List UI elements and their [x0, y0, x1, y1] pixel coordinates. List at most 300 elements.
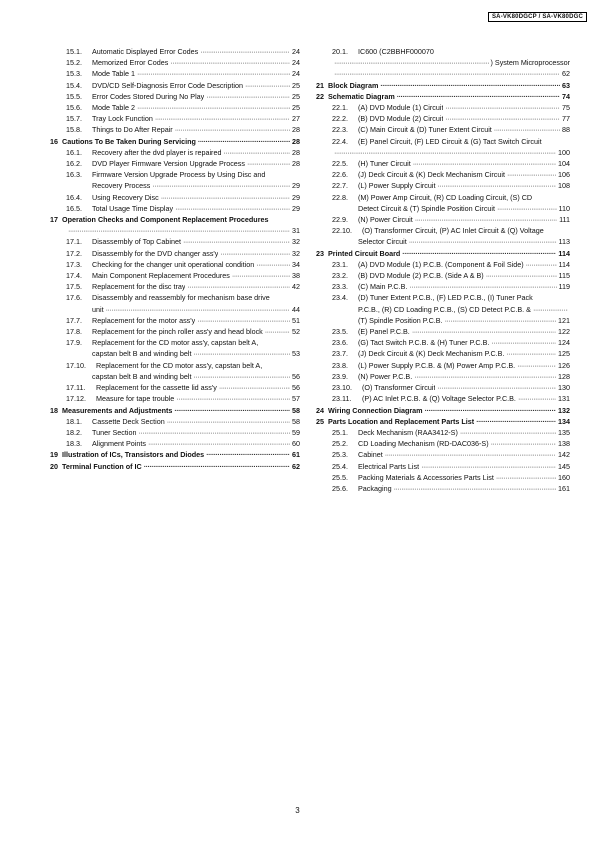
toc-entry-page: 145 — [558, 461, 570, 471]
toc-entry[interactable] — [316, 416, 570, 427]
toc-entry[interactable] — [50, 360, 300, 371]
toc-entry-title: Detect Circuit & (T) Spindle Position Circuit — [358, 203, 496, 213]
toc-entry[interactable] — [50, 113, 300, 124]
toc-entry-title: Error Codes Stored During No Play — [92, 91, 205, 101]
dot-leader — [137, 68, 290, 79]
dot-leader — [437, 382, 556, 393]
toc-entry[interactable] — [50, 102, 300, 113]
toc-entry[interactable] — [50, 405, 300, 416]
toc-entry-title: Block Diagram — [328, 80, 379, 90]
toc-entry-number: 20 — [50, 461, 58, 471]
toc-entry[interactable] — [316, 102, 570, 113]
toc-entry[interactable] — [316, 326, 570, 337]
toc-entry-title: Printed Circuit Board — [328, 248, 401, 258]
dot-leader — [413, 158, 556, 169]
dot-leader — [170, 57, 290, 68]
toc-entry-title: Replacement for the motor ass'y — [92, 315, 196, 325]
toc-entry-number: 23.6. — [332, 338, 348, 348]
toc-entry[interactable] — [316, 393, 570, 404]
toc-entry[interactable] — [316, 136, 570, 147]
dot-leader — [183, 236, 290, 247]
toc-entry-page: ) System Microprocessor — [490, 58, 570, 68]
toc-entry-number: 22.5. — [332, 159, 348, 169]
toc-entry-page: 32 — [292, 248, 300, 258]
toc-entry-title: Main Component Replacement Procedures — [92, 271, 230, 281]
toc-entry-page: 104 — [558, 159, 570, 169]
toc-entry-page: 24 — [292, 47, 300, 56]
toc-entry-page: 88 — [562, 125, 570, 135]
toc-entry-number: 25.2. — [332, 439, 348, 449]
dot-leader — [402, 248, 556, 259]
toc-entry[interactable] — [316, 180, 570, 191]
toc-entry[interactable] — [316, 483, 570, 494]
toc-entry-title: (A) DVD Module (1) Circuit — [358, 103, 444, 113]
toc-entry-number: 16.4. — [66, 192, 82, 202]
toc-entry[interactable] — [50, 57, 300, 68]
toc-entry-page: 62 — [562, 69, 570, 79]
toc-entry[interactable] — [316, 214, 570, 225]
dot-leader — [445, 113, 560, 124]
toc-entry-page: 31 — [292, 226, 300, 236]
dot-leader — [176, 393, 290, 404]
toc-entry-page: 125 — [558, 349, 570, 359]
toc-entry[interactable] — [50, 348, 300, 359]
toc-entry-page: 113 — [558, 237, 570, 247]
toc-entry-title: (L) Power Supply P.C.B. & (M) Power Amp P.C.B. — [358, 360, 516, 370]
toc-entry[interactable] — [50, 382, 300, 393]
toc-entry-page: 29 — [292, 192, 300, 202]
toc-entry-title: (D) Tuner Extent P.C.B., (F) LED P.C.B., (I) Tuner Pack — [358, 293, 533, 303]
toc-entry-title: (E) Panel Circuit, (F) LED Circuit & (G) Tact Switch Circuit — [358, 136, 542, 146]
toc-entry-number: 23.5. — [332, 327, 348, 337]
toc-entry-number: 18.2. — [66, 427, 82, 437]
dot-leader — [491, 337, 556, 348]
toc-entry-title: (N) Power P.C.B. — [358, 371, 413, 381]
dot-leader — [256, 259, 290, 270]
toc-entry-page: 44 — [292, 304, 300, 314]
toc-entry[interactable] — [50, 68, 300, 79]
toc-entry-page: 62 — [292, 461, 300, 471]
toc-entry[interactable] — [50, 326, 300, 337]
toc-entry[interactable] — [316, 382, 570, 393]
toc-entry-number: 23.7. — [332, 349, 348, 359]
toc-entry-number: 23.4. — [332, 293, 348, 303]
dot-leader — [494, 124, 560, 135]
toc-entry[interactable] — [50, 461, 300, 472]
toc-entry-title: Disassembly for the DVD changer ass'y — [92, 248, 219, 258]
toc-entry-number: 25.4. — [332, 461, 348, 471]
toc-entry-page: 25 — [292, 80, 300, 90]
toc-entry-page: 28 — [292, 159, 300, 169]
toc-entry-number: 16 — [50, 136, 58, 146]
toc-entry-title: Tuner Section — [92, 427, 137, 437]
toc-entry[interactable] — [50, 337, 300, 348]
dot-leader — [187, 281, 290, 292]
dot-leader — [206, 91, 290, 102]
toc-entry-title: Recovery Process — [92, 181, 151, 191]
toc-entry-title: IC600 (C2BBHF000070 — [358, 47, 434, 56]
toc-entry-number: 21 — [316, 80, 324, 90]
toc-entry[interactable] — [316, 348, 570, 359]
toc-entry[interactable] — [316, 281, 570, 292]
dot-leader — [334, 57, 489, 68]
toc-entry-page: 34 — [292, 259, 300, 269]
dot-leader — [486, 270, 557, 281]
toc-entry-number: 23.1. — [332, 259, 348, 269]
toc-entry-page: 24 — [292, 69, 300, 79]
toc-entry[interactable] — [316, 304, 570, 315]
toc-entry-number: 18 — [50, 405, 58, 415]
dot-leader — [438, 180, 557, 191]
toc-entry-page: 121 — [558, 315, 570, 325]
toc-entry[interactable] — [316, 113, 570, 124]
toc-entry-title: (O) Transformer Circuit — [362, 383, 436, 393]
toc-entry-page: 130 — [558, 383, 570, 393]
toc-entry[interactable] — [50, 304, 300, 315]
toc-entry-page: 56 — [292, 371, 300, 381]
dot-leader — [220, 248, 290, 259]
toc-entry-title: Things to Do After Repair — [92, 125, 173, 135]
toc-entry-page: 56 — [292, 383, 300, 393]
toc-entry-number: 15.2. — [66, 58, 82, 68]
toc-entry[interactable] — [316, 259, 570, 270]
toc-entry-page: 24 — [292, 58, 300, 68]
dot-leader — [460, 427, 556, 438]
toc-entry-page: 135 — [558, 427, 570, 437]
toc-entry-title: (L) Power Supply Circuit — [358, 181, 436, 191]
dot-leader — [68, 225, 290, 236]
toc-entry-number: 15.3. — [66, 69, 82, 79]
toc-entry-number: 15.7. — [66, 114, 82, 124]
toc-entry-page: 114 — [558, 259, 570, 269]
toc-entry-title: Packaging — [358, 483, 392, 493]
dot-leader — [385, 449, 556, 460]
toc-entry-title: Disassembly and reassembly for mechanism base drive — [92, 293, 270, 303]
dot-leader — [245, 80, 290, 91]
toc-entry[interactable] — [316, 449, 570, 460]
dot-leader — [138, 427, 290, 438]
toc-entry[interactable] — [50, 292, 300, 303]
dot-leader — [415, 214, 557, 225]
toc-entry-number: 22 — [316, 91, 324, 101]
dot-leader — [445, 102, 560, 113]
toc-entry-page: 106 — [558, 170, 570, 180]
dot-leader — [414, 371, 556, 382]
dot-leader — [155, 113, 290, 124]
toc-entry-title: Total Usage Time Display — [92, 203, 174, 213]
toc-entry-title: Electrical Parts List — [358, 461, 420, 471]
toc-entry-title: Recovery after the dvd player is repaired — [92, 147, 222, 157]
dot-leader — [197, 315, 290, 326]
dot-leader — [223, 147, 290, 158]
dot-leader — [106, 304, 290, 315]
toc-entry[interactable] — [50, 281, 300, 292]
toc-entry-page: 32 — [292, 237, 300, 247]
toc-entry-number: 17 — [50, 215, 58, 225]
toc-entry[interactable] — [316, 158, 570, 169]
toc-entry-number: 23.3. — [332, 282, 348, 292]
toc-entry-title: P.C.B., (R) CD Loading P.C.B., (S) CD Detect P.C.B. & — [358, 304, 531, 314]
toc-entry-number: 23.9. — [332, 371, 348, 381]
dot-leader — [409, 236, 557, 247]
toc-entry-title: (C) Main Circuit & (D) Tuner Extent Circuit — [358, 125, 492, 135]
dot-leader — [397, 91, 560, 102]
toc-entry-page: 114 — [558, 248, 570, 258]
toc-entry-page: 42 — [292, 282, 300, 292]
toc-entry-number: 22.10. — [332, 226, 352, 236]
toc-entry[interactable] — [50, 158, 300, 169]
toc-entry-title: (O) Transformer Circuit, (P) AC Inlet Circuit & (Q) Voltage — [362, 226, 544, 236]
toc-entry-page: 57 — [292, 394, 300, 404]
toc-entry[interactable] — [50, 147, 300, 158]
dot-leader — [334, 147, 556, 158]
toc-entry[interactable] — [50, 80, 300, 91]
toc-entry-number: 15.8. — [66, 125, 82, 135]
dot-leader — [198, 136, 290, 147]
toc-entry-number: 23.11. — [332, 394, 352, 404]
toc-entry-page: 74 — [562, 91, 570, 101]
toc-entry-title: Deck Mechanism (RAA3412-S) — [358, 427, 458, 437]
toc-entry-title: Packing Materials & Accessories Parts List — [358, 472, 494, 482]
toc-entry-title: Operation Checks and Component Replacement Procedures — [62, 215, 269, 225]
toc-entry[interactable] — [50, 270, 300, 281]
toc-entry[interactable] — [316, 337, 570, 348]
toc-entry-number: 22.6. — [332, 170, 348, 180]
toc-entry[interactable] — [50, 46, 300, 57]
toc-entry-page: 128 — [558, 371, 570, 381]
toc-entry-page: 110 — [558, 203, 570, 213]
toc-entry[interactable] — [316, 80, 570, 91]
toc-entry-title: Parts Location and Replacement Parts List — [328, 416, 475, 426]
toc-entry[interactable] — [316, 405, 570, 416]
toc-entry-number: 17.1. — [66, 237, 82, 247]
toc-entry[interactable] — [316, 360, 570, 371]
dot-leader — [496, 472, 556, 483]
toc-entry-page: 108 — [558, 181, 570, 191]
toc-entry[interactable] — [50, 393, 300, 404]
toc-entry-number: 17.10. — [66, 360, 86, 370]
toc-entry-title: (P) AC Inlet P.C.B. & (Q) Voltage Selector P.C.B. — [362, 394, 516, 404]
dot-leader — [518, 393, 556, 404]
toc-entry[interactable] — [50, 416, 300, 427]
toc-entry[interactable] — [316, 147, 570, 158]
toc-left-column — [50, 46, 300, 472]
toc-entry[interactable] — [316, 315, 570, 326]
dot-leader — [421, 461, 556, 472]
toc-entry-title: (J) Deck Circuit & (K) Deck Mechanism Circuit — [358, 170, 505, 180]
toc-entry-number: 15.6. — [66, 103, 82, 113]
toc-entry[interactable] — [50, 203, 300, 214]
toc-entry-title: (G) Tact Switch P.C.B. & (H) Tuner P.C.B. — [358, 338, 490, 348]
toc-entry[interactable] — [50, 91, 300, 102]
toc-entry-page: 28 — [292, 125, 300, 135]
toc-entry-page: 160 — [558, 472, 570, 482]
toc-entry-page: 122 — [558, 327, 570, 337]
toc-entry-page: 25 — [292, 103, 300, 113]
toc-entry-page: 115 — [558, 271, 570, 281]
toc-entry-number: 17.8. — [66, 327, 82, 337]
toc-entry[interactable] — [50, 236, 300, 247]
page-number: 3 — [295, 806, 300, 815]
toc-entry-page: 58 — [292, 416, 300, 426]
toc-entry[interactable] — [316, 438, 570, 449]
dot-leader — [161, 192, 290, 203]
toc-entry[interactable] — [50, 371, 300, 382]
toc-entry-title: Alignment Points — [92, 439, 146, 449]
dot-leader — [219, 382, 290, 393]
toc-entry[interactable] — [50, 315, 300, 326]
dot-leader — [533, 304, 568, 315]
toc-entry-page: 52 — [292, 327, 300, 337]
toc-entry-number: 17.11. — [66, 383, 86, 393]
toc-entry-title: (N) Power Circuit — [358, 215, 413, 225]
toc-entry[interactable] — [316, 292, 570, 303]
toc-entry-page: 53 — [292, 349, 300, 359]
toc-entry[interactable] — [316, 124, 570, 135]
dot-leader — [206, 449, 290, 460]
toc-entry-page: 126 — [558, 360, 570, 370]
toc-entry[interactable] — [316, 236, 570, 247]
toc-entry-number: 16.2. — [66, 159, 82, 169]
toc-entry-page: 60 — [292, 439, 300, 449]
toc-entry[interactable] — [316, 192, 570, 203]
toc-entry-page: 28 — [292, 136, 300, 146]
toc-entry[interactable] — [316, 461, 570, 472]
toc-entry-number: 17.12. — [66, 394, 86, 404]
toc-entry-number: 22.3. — [332, 125, 348, 135]
toc-entry[interactable] — [316, 91, 570, 102]
toc-entry[interactable] — [316, 225, 570, 236]
dot-leader — [265, 326, 290, 337]
toc-entry[interactable] — [316, 57, 570, 68]
toc-entry-title: Memorized Error Codes — [92, 58, 169, 68]
toc-entry-number: 18.3. — [66, 439, 82, 449]
toc-entry-page: 58 — [292, 405, 300, 415]
toc-entry[interactable] — [316, 68, 570, 79]
toc-entry-title: Illustration of ICs, Transistors and Diodes — [62, 450, 205, 460]
toc-entry-number: 25.6. — [332, 483, 348, 493]
toc-entry-number: 23.8. — [332, 360, 348, 370]
toc-entry-title: Cassette Deck Section — [92, 416, 165, 426]
toc-entry[interactable] — [316, 371, 570, 382]
toc-entry-page: 100 — [558, 147, 570, 157]
toc-entry-page: 75 — [562, 103, 570, 113]
toc-entry-page: 111 — [559, 215, 570, 225]
dot-leader — [394, 483, 556, 494]
dot-leader — [445, 315, 556, 326]
toc-entry-page: 142 — [558, 450, 570, 460]
toc-entry-page: 27 — [292, 114, 300, 124]
toc-entry[interactable] — [50, 259, 300, 270]
toc-entry-title: Schematic Diagram — [328, 91, 395, 101]
toc-entry[interactable] — [50, 427, 300, 438]
toc-entry-title: (C) Main P.C.B. — [358, 282, 408, 292]
dot-leader — [380, 80, 560, 91]
dot-leader — [200, 46, 290, 57]
dot-leader — [144, 461, 290, 472]
toc-entry-number: 25.1. — [332, 427, 348, 437]
toc-entry-page: 119 — [558, 282, 570, 292]
toc-entry[interactable] — [316, 472, 570, 483]
toc-entry-page: 131 — [558, 394, 570, 404]
toc-entry-title: (M) Power Amp Circuit, (R) CD Loading Circuit, (S) CD — [358, 192, 533, 202]
toc-entry-title: Firmware Version Upgrade Process by Using Disc and — [92, 170, 266, 180]
toc-entry-number: 17.6. — [66, 293, 82, 303]
dot-leader — [409, 281, 556, 292]
dot-leader — [247, 158, 290, 169]
dot-leader — [194, 348, 291, 359]
toc-entry-title: Measure for tape trouble — [96, 394, 175, 404]
toc-entry-page: 25 — [292, 91, 300, 101]
toc-entry-number: 17.3. — [66, 259, 82, 269]
toc-entry[interactable] — [316, 248, 570, 259]
toc-entry[interactable] — [50, 438, 300, 449]
toc-entry-title: Cabinet — [358, 450, 383, 460]
toc-entry-title: capstan belt B and winding belt — [92, 371, 192, 381]
toc-entry-title: Terminal Function of IC — [62, 461, 142, 471]
toc-entry-number: 15.5. — [66, 91, 82, 101]
toc-entry[interactable] — [50, 180, 300, 191]
toc-entry-number: 16.5. — [66, 203, 82, 213]
dot-leader — [412, 326, 556, 337]
toc-entry-page: 63 — [562, 80, 570, 90]
toc-entry[interactable] — [50, 192, 300, 203]
toc-entry-title: Mode Table 1 — [92, 69, 136, 79]
toc-entry-number: 17.4. — [66, 271, 82, 281]
toc-entry[interactable] — [316, 427, 570, 438]
toc-entry-title: CD Loading Mechanism (RD-DAC036-S) — [358, 439, 489, 449]
toc-entry[interactable] — [50, 169, 300, 180]
dot-leader — [232, 270, 290, 281]
toc-entry[interactable] — [316, 203, 570, 214]
toc-entry-number: 17.9. — [66, 338, 82, 348]
toc-entry-title: Tray Lock Function — [92, 114, 153, 124]
toc-entry-number: 16.1. — [66, 147, 82, 157]
dot-leader — [137, 102, 290, 113]
toc-entry-title: (J) Deck Circuit & (K) Deck Mechanism P.C.B. — [358, 349, 505, 359]
toc-entry[interactable] — [50, 248, 300, 259]
toc-entry-title: Replacement for the disc tray — [92, 282, 186, 292]
toc-entry[interactable] — [316, 270, 570, 281]
dot-leader — [526, 259, 557, 270]
toc-entry-title: (E) Panel P.C.B. — [358, 327, 410, 337]
toc-entry-title: DVD Player Firmware Version Upgrade Process — [92, 159, 245, 169]
toc-entry-title: (T) Spindle Position P.C.B. — [358, 315, 443, 325]
toc-entry-number: 18.1. — [66, 416, 82, 426]
toc-entry-page: 77 — [562, 114, 570, 124]
toc-entry[interactable] — [50, 225, 300, 236]
toc-entry-page: 51 — [292, 315, 300, 325]
toc-entry-number: 22.7. — [332, 181, 348, 191]
toc-entry-title: Checking for the changer unit operational condition — [92, 259, 255, 269]
dot-leader — [425, 405, 556, 416]
dot-leader — [507, 169, 556, 180]
toc-entry[interactable] — [50, 136, 300, 147]
toc-entry-title: Selector Circuit — [358, 237, 407, 247]
toc-entry-number: 22.8. — [332, 192, 348, 202]
toc-entry[interactable] — [316, 169, 570, 180]
dot-leader — [175, 203, 290, 214]
toc-entry-page: 124 — [558, 338, 570, 348]
toc-entry[interactable] — [50, 449, 300, 460]
toc-entry-page: 38 — [292, 271, 300, 281]
toc-entry[interactable] — [50, 124, 300, 135]
toc-entry-title: capstan belt B and winding belt — [92, 349, 192, 359]
dot-leader — [334, 68, 560, 79]
toc-entry-page: 61 — [292, 450, 300, 460]
toc-entry[interactable] — [50, 214, 300, 225]
toc-entry[interactable] — [316, 46, 570, 57]
